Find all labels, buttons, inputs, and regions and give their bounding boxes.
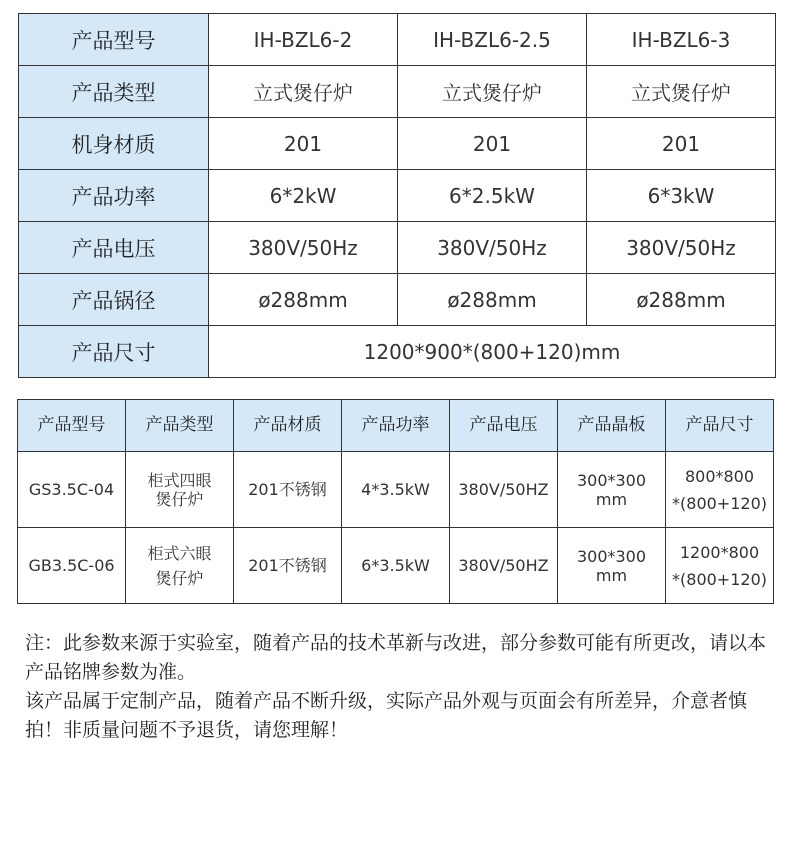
- power-cell: 4*3.5kW: [342, 452, 450, 528]
- spec-cell: ø288mm: [209, 274, 398, 326]
- spec-cell: 201: [398, 118, 587, 170]
- spec-label: 产品尺寸: [19, 326, 209, 378]
- column-header: 产品电压: [450, 400, 558, 452]
- spec-cell: 6*2kW: [209, 170, 398, 222]
- table-row: [18, 452, 774, 528]
- spec-label: 机身材质: [19, 118, 209, 170]
- panel-cell: [558, 528, 666, 604]
- type-line: 柜式六眼: [147, 543, 212, 563]
- spec-row-size: [19, 326, 776, 378]
- spec-cell: 立式煲仔炉: [587, 66, 776, 118]
- size-line: *(800+120): [672, 493, 767, 513]
- type-line: 煲仔炉: [155, 489, 204, 509]
- size-line: 800*800: [684, 466, 755, 486]
- spec-row-power: [19, 170, 776, 222]
- spec-cell: 立式煲仔炉: [398, 66, 587, 118]
- spec-cell: ø288mm: [587, 274, 776, 326]
- type-line: 煲仔炉: [155, 568, 204, 588]
- model-cell: GS3.5C-04: [18, 452, 126, 528]
- column-header: 产品材质: [234, 400, 342, 452]
- spec-cell: 380V/50Hz: [209, 222, 398, 274]
- spec-cell-merged: 1200*900*(800+120)mm: [209, 326, 776, 378]
- spec-cell: IH-BZL6-2.5: [398, 14, 587, 66]
- type-line: 柜式四眼: [147, 470, 212, 490]
- spec-label: 产品类型: [19, 66, 209, 118]
- product-table-header: [18, 400, 774, 452]
- spec-cell: 6*2.5kW: [398, 170, 587, 222]
- spec-label: 产品锅径: [19, 274, 209, 326]
- spec-cell: IH-BZL6-3: [587, 14, 776, 66]
- column-header: 产品晶板: [558, 400, 666, 452]
- spec-cell: 201: [209, 118, 398, 170]
- spec-row-material: [19, 118, 776, 170]
- product-table: [17, 399, 774, 604]
- spec-label: 产品功率: [19, 170, 209, 222]
- column-header: 产品类型: [126, 400, 234, 452]
- material-cell: 201不锈钢: [234, 452, 342, 528]
- spec-cell: 380V/50Hz: [587, 222, 776, 274]
- spec-cell: 6*3kW: [587, 170, 776, 222]
- material-cell: 201不锈钢: [234, 528, 342, 604]
- column-header: 产品功率: [342, 400, 450, 452]
- note-lab-params: 注：此参数来源于实验室，随着产品的技术革新与改进，部分参数可能有所更改，请以本产品铭牌参数为准。: [25, 632, 767, 683]
- note-custom-product: 该产品属于定制产品，随着产品不断升级，实际产品外观与页面会有所差异，介意者慎拍！非质量问题不予退货，请您理解！: [25, 690, 748, 741]
- panel-cell: [558, 452, 666, 528]
- table-row: [18, 528, 774, 604]
- size-cell: [666, 528, 774, 604]
- spec-cell: 立式煲仔炉: [209, 66, 398, 118]
- voltage-cell: 380V/50HZ: [450, 452, 558, 528]
- panel-line: 300*300: [576, 470, 647, 490]
- column-header: 产品型号: [18, 400, 126, 452]
- size-cell: [666, 452, 774, 528]
- spec-cell: ø288mm: [398, 274, 587, 326]
- panel-line: mm: [595, 565, 628, 585]
- spec-row-type: [19, 66, 776, 118]
- size-line: *(800+120): [672, 569, 767, 589]
- spec-cell: 380V/50Hz: [398, 222, 587, 274]
- spec-row-voltage: [19, 222, 776, 274]
- panel-line: 300*300: [576, 546, 647, 566]
- type-cell: [126, 528, 234, 604]
- column-header: 产品尺寸: [666, 400, 774, 452]
- panel-line: mm: [595, 489, 628, 509]
- size-line: 1200*800: [679, 542, 760, 562]
- voltage-cell: 380V/50HZ: [450, 528, 558, 604]
- notes: [25, 629, 775, 745]
- spec-label: 产品电压: [19, 222, 209, 274]
- spec-cell: 201: [587, 118, 776, 170]
- model-cell: GB3.5C-06: [18, 528, 126, 604]
- type-cell: [126, 452, 234, 528]
- spec-row-model: [19, 14, 776, 66]
- power-cell: 6*3.5kW: [342, 528, 450, 604]
- spec-row-pot-diameter: [19, 274, 776, 326]
- spec-cell: IH-BZL6-2: [209, 14, 398, 66]
- spec-label: 产品型号: [19, 14, 209, 66]
- spec-table: [18, 13, 776, 378]
